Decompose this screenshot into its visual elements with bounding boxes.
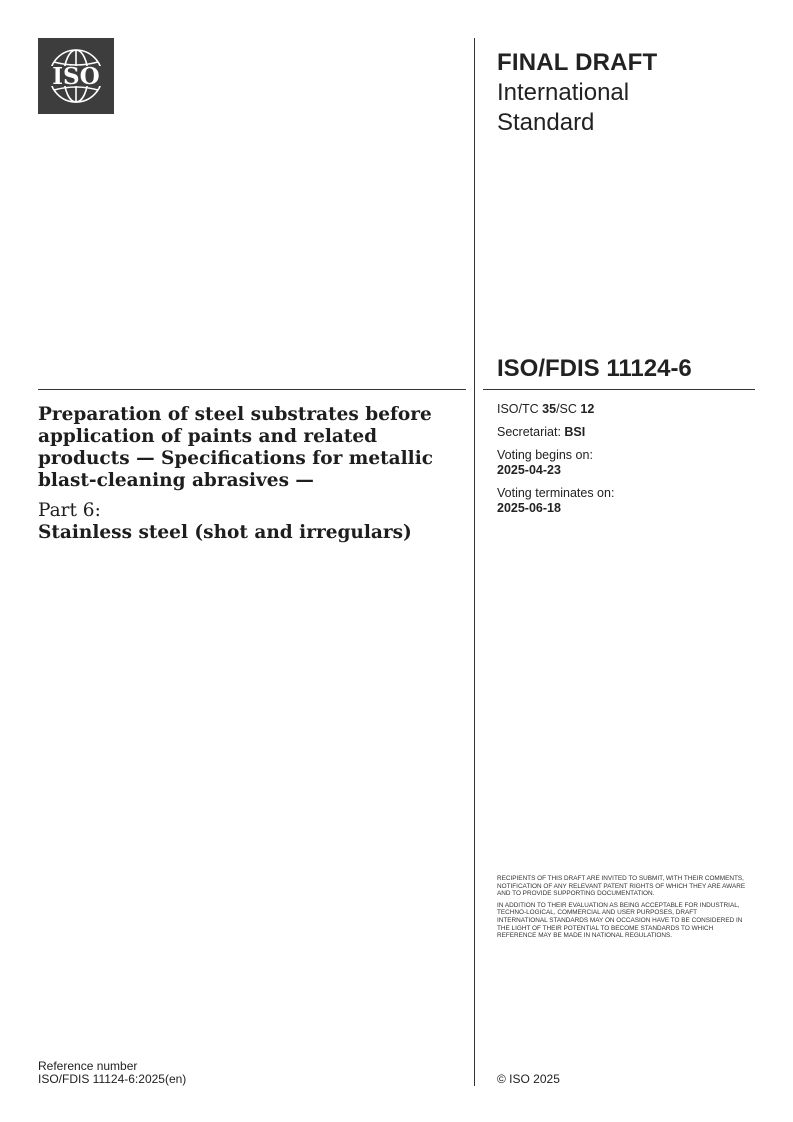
part-title: Stainless steel (shot and irregulars) xyxy=(38,522,412,543)
iso-logo xyxy=(38,38,114,114)
main-title: Preparation of steel substrates before application of paints and related products — Specifications for metallic blast-cleaning abrasives — xyxy=(38,404,434,491)
globe-icon xyxy=(38,38,114,114)
voting-begins-date: 2025-04-23 xyxy=(497,463,561,477)
title-block xyxy=(38,404,458,544)
notice-patent: RECIPIENTS OF THIS DRAFT ARE INVITED TO SUBMIT, WITH THEIR COMMENTS, NOTIFICATION OF ANY RELEVANT PATENT RIGHTS OF WHICH THEY ARE AWARE AND TO PROVIDE SUPPORTING DOCUMENTATION. xyxy=(497,875,746,898)
reference-label: Reference number xyxy=(38,1059,138,1073)
part-label: Part 6: xyxy=(38,500,101,521)
committee-sep: /SC xyxy=(556,402,581,416)
committee-prefix: ISO/TC xyxy=(497,402,543,416)
committee-tc: 35 xyxy=(542,402,557,416)
logo-text: ISO xyxy=(52,63,100,90)
draft-notice xyxy=(497,875,747,944)
secretariat-label: Secretariat: xyxy=(497,425,565,439)
secretariat-value: BSI xyxy=(564,425,586,439)
voting-begins-label: Voting begins on: xyxy=(497,448,593,462)
voting-begins xyxy=(497,448,757,478)
status-standard: Standard xyxy=(497,109,595,136)
secretariat xyxy=(497,425,757,440)
reference-number xyxy=(38,1060,186,1086)
document-number: ISO/FDIS 11124-6 xyxy=(497,355,692,382)
status-final-draft: FINAL DRAFT xyxy=(497,49,658,76)
title-divider xyxy=(38,389,466,390)
vertical-divider xyxy=(474,38,475,1086)
status-international: International xyxy=(497,79,630,106)
voting-terminates xyxy=(497,486,757,516)
committee xyxy=(497,402,757,417)
voting-terminates-date: 2025-06-18 xyxy=(497,501,561,515)
voting-terminates-label: Voting terminates on: xyxy=(497,486,615,500)
reference-value: ISO/FDIS 11124-6:2025(en) xyxy=(38,1072,187,1086)
document-metadata xyxy=(497,402,757,524)
document-status xyxy=(497,48,757,138)
notice-evaluation: IN ADDITION TO THEIR EVALUATION AS BEING ACCEPTABLE FOR INDUSTRIAL, TECHNO-LOGICAL, COMMERCIAL AND USER PURPOSES, DRAFT INTERNATIONAL STANDARDS MAY ON OCCASION HAVE TO BE CONSIDERED IN THE LIGHT OF THEIR POTENTIAL TO BECOME STANDARDS TO WHICH REFERENCE MAY BE MADE IN NATIONAL REGULATIONS. xyxy=(497,901,743,940)
committee-sc: 12 xyxy=(580,402,595,416)
copyright: © ISO 2025 xyxy=(497,1072,560,1086)
doc-number-divider xyxy=(483,389,755,390)
